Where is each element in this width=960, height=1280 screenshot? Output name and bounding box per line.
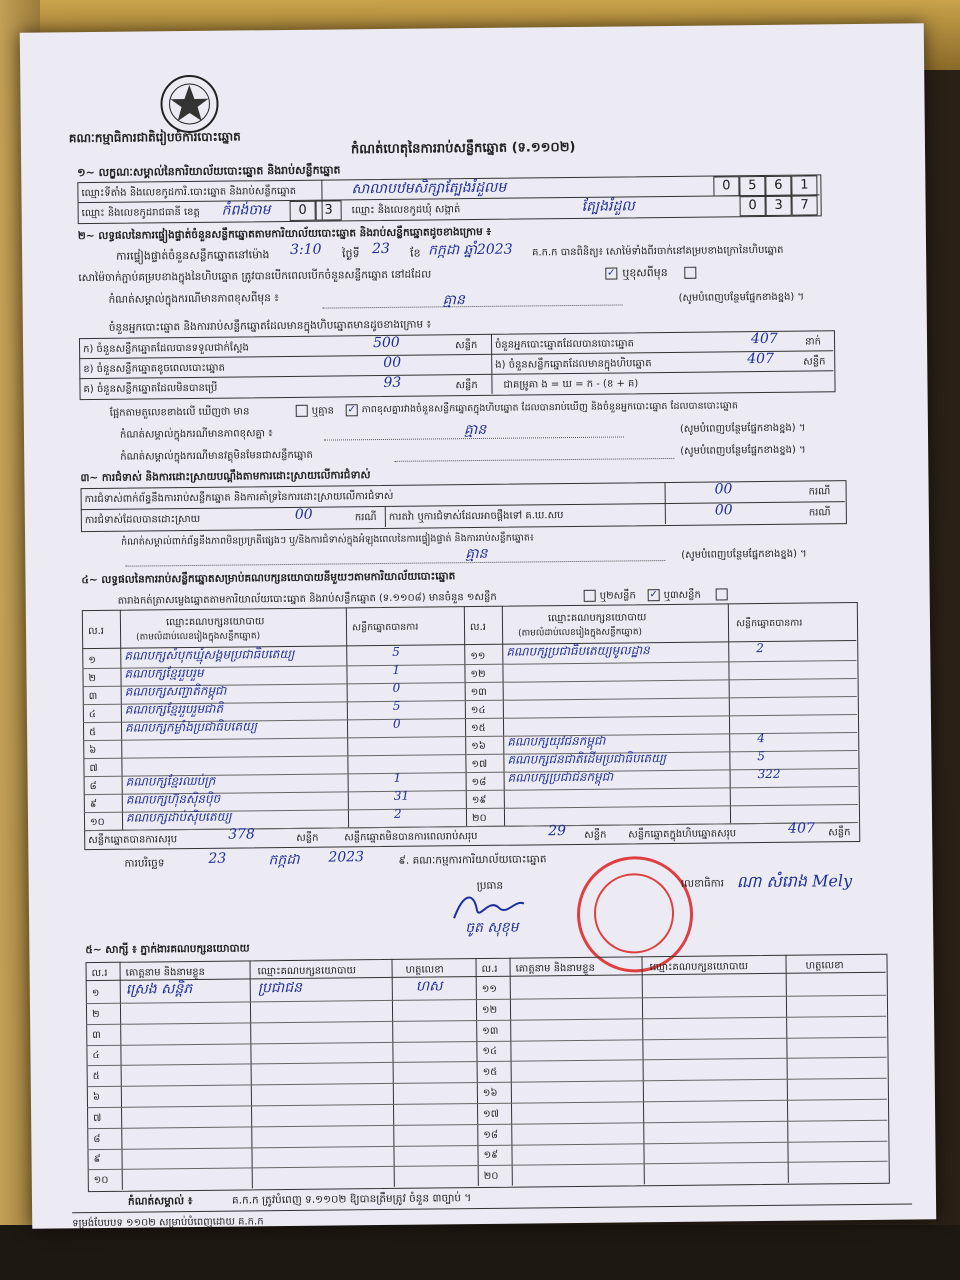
appeal-label: ការតវ៉ា ឬការជំទាស់ដែលអាចផ្តឹងទៅ គ.ឃ.សប <box>388 510 564 523</box>
row-number: ៩ <box>93 1153 101 1166</box>
ko-value: 93 <box>383 374 402 391</box>
row-number: ៥ <box>92 1070 100 1083</box>
date-year: 2023 <box>328 849 365 866</box>
section2-title: ២~ លទ្ធផលនៃការផ្ទៀងផ្ទាត់ចំនួនសន្លឹកឆ្នោតតាមការិយាល័យបោះឆ្នោត និងរាប់សន្លឹកឆ្នោតដូចខាងក្រោម ៖ <box>77 225 492 243</box>
note-hint: (សូមបំពេញបន្ថែមផ្នែកខាងខ្នង) ។ <box>679 422 806 435</box>
party-votes: 322 <box>757 766 781 782</box>
secretary-signature: ណា សំរោង Mely <box>736 871 853 892</box>
background-bottom <box>0 1225 960 1280</box>
emblem-logo-icon <box>158 73 221 136</box>
witness1-signature: ហស <box>415 978 443 995</box>
kha-label: ខ) ចំនួនសន្លឹកឆ្នោតខូចពេលបោះឆ្នោត <box>83 362 225 376</box>
row-number: ២០ <box>471 812 487 825</box>
code-digit: 1 <box>791 175 817 195</box>
resolved-label: ការជំទាស់ដែលបានដោះស្រាយ <box>84 513 201 527</box>
col-party: ឈ្មោះគណបក្សនយោបាយ <box>649 961 749 974</box>
note3-label: កំណត់សម្គាល់ក្នុងករណីមានវត្ថុមិនមែនជាសន្លឹកឆ្នោត <box>120 449 313 463</box>
dotted-line <box>394 458 674 462</box>
note-hint: (សូមបំពេញបន្ថែមផ្នែកខាងខ្នង) ។ <box>681 548 807 561</box>
row-number: ១៥ <box>482 1066 498 1078</box>
party-votes: 1 <box>393 770 402 785</box>
note-value: គ្មាន <box>442 292 465 309</box>
unit-case: ករណី <box>808 486 831 498</box>
party-votes: 31 <box>393 788 410 803</box>
row-number: ៧ <box>89 762 98 775</box>
different-checkbox[interactable] <box>684 267 696 279</box>
sheets-2-checkbox[interactable]: ✓ <box>649 589 658 601</box>
row-number: ១១ <box>470 650 486 663</box>
org-name: គណៈកម្មាធិការជាតិរៀបចំការបោះឆ្នោត <box>68 129 241 146</box>
col-party: ឈ្មោះគណបក្សនយោបាយ <box>547 612 647 625</box>
col-party-sub: (តាមលំដាប់លេខរៀងក្នុងសន្លឹកឆ្នោត) <box>136 631 261 643</box>
note-hint: (សូមបំពេញបន្ថែមផ្នែកខាងខ្នង) ។ <box>678 291 805 304</box>
date-day: 23 <box>208 850 227 867</box>
match-tail: ភាពខុសគ្នារវាងចំនួនសន្លឹកឆ្នោតក្នុងហិបឆ្នោត ដែលបានរាប់ឃើញ និងចំនួនអ្នកបោះឆ្នោត ដែលបានបោះឆ្នោត <box>361 400 738 416</box>
irregularity-value: គ្មាន <box>465 545 488 563</box>
row-number: ៨ <box>93 1133 101 1146</box>
footer-note-text: គ.ក.ក ត្រូវបំពេញ ទ.១១០២ ឱ្យបានត្រឹមត្រូវ ចំនួន ៣ច្បាប់ ។ <box>231 1192 472 1207</box>
col-name: គោត្តនាម និងនាមខ្លួន <box>515 962 596 975</box>
row-number: ១៩ <box>471 794 487 807</box>
ko-label: គ) ចំនួនសន្លឹកឆ្នោតដែលមិនបានប្រើ <box>83 382 218 396</box>
row-number: ១០ <box>93 1174 109 1187</box>
total-box: 407 <box>788 820 815 837</box>
col-sign: ហត្ថលេខា <box>805 960 844 972</box>
kha-value: 00 <box>383 354 402 371</box>
unit-sheet: សន្លឹក <box>803 356 826 368</box>
row-number: ១ <box>88 655 96 667</box>
col-party: ឈ្មោះគណបក្សនយោបាយ <box>257 965 357 978</box>
section4-subtitle: តារាងកត់ត្រាសម្លេងឆ្នោតតាមការិយាល័យបោះឆ្នោត និងរាប់សន្លឹកឆ្នោត (ទ.១១០៨) មានចំនួន ១សន្លឹក <box>117 591 497 607</box>
col-sign: ហត្ថលេខា <box>405 964 444 976</box>
unit-sheet: សន្លឹក <box>828 827 851 839</box>
party-votes: 5 <box>392 698 401 713</box>
code-digit: 5 <box>739 176 765 196</box>
row-number: ១៨ <box>471 776 487 789</box>
ngo-label: ង) ចំនួនសន្លឹកឆ្នោតដែលមានក្នុងហិបឆ្នោត <box>495 358 652 371</box>
row-number: ៦ <box>89 745 97 757</box>
sheets-1-checkbox[interactable] <box>584 590 596 602</box>
chief-name: ចូត សុខុម <box>465 919 519 937</box>
secretary-label: លេខាធិការ <box>680 877 725 890</box>
note2-label: កំណត់សម្គាល់ក្នុងករណីមានភាពខុសគ្នា ៖ <box>119 428 273 441</box>
party-name: គណបក្សប្រជាធិបតេយ្យមូលដ្ឋាន <box>506 643 650 659</box>
row-number: ១៣ <box>482 1025 499 1037</box>
form-footnote: ទម្រង់បែបបទ ១១០២ សម្រាប់បំពេញដោយ គ.ក.ក <box>72 1216 264 1230</box>
chief-label: ប្រធាន <box>476 879 504 893</box>
check-month-year: កក្កដា ឆ្នាំ2023 <box>427 241 513 259</box>
party-votes: 5 <box>392 644 400 659</box>
witness1-name: ស្រេង សន្តិភ <box>125 981 193 998</box>
date-month: កក្កដា <box>268 851 300 869</box>
footer-note-label: កំណត់សម្គាល់ ៖ <box>127 1195 193 1208</box>
col-votes: សន្លឹកឆ្នោតបានការ <box>351 621 419 634</box>
opt3-label: ឬ៣សន្លឹក <box>663 589 701 602</box>
col-name: គោត្តនាម និងនាមខ្លួន <box>125 966 206 979</box>
no-difference-checkbox[interactable]: ✓ <box>347 404 356 416</box>
col-votes: សន្លឹកឆ្នោតបានការ <box>735 617 803 630</box>
total-box-label: សន្លឹកឆ្នោតក្នុងហិបឆ្នោតសរុប <box>628 828 737 841</box>
party-name: គណបក្សយុវជនកម្ពុជា <box>507 733 606 749</box>
code-digit: 3 <box>316 200 342 220</box>
row2b-label: ឈ្មោះ និងលេខកូដឃុំ សង្កាត់ <box>351 204 461 217</box>
unit-case: ករណី <box>354 512 377 524</box>
party-name: គណបក្សសញ្ជាតិកម្ពុជា <box>124 683 227 699</box>
row-number: ៧ <box>93 1112 102 1125</box>
ka-value: 500 <box>372 334 400 352</box>
party-name: គណបក្សដាប់ស៊ិបតេយ្យ <box>125 809 232 825</box>
party-votes: 4 <box>757 731 765 746</box>
date-label: ការបរិច្ឆេទ <box>124 857 165 870</box>
col-party: ឈ្មោះគណបក្សនយោបាយ <box>165 616 265 629</box>
row-number: ២ <box>91 1008 100 1021</box>
row-number: ៤ <box>92 1049 100 1062</box>
note2-value: គ្មាន <box>463 421 487 439</box>
code-digit: 0 <box>713 176 739 196</box>
ka-label: ក) ចំនួនសន្លឹកឆ្នោតដែលបានទទួលជាក់ស្តែង <box>83 342 249 356</box>
row-number: ១៦ <box>482 1087 498 1099</box>
check-time-label: ការផ្ទៀងផ្ទាត់ចំនួនសន្លឹកឆ្នោតនៅម៉ោង <box>116 248 270 263</box>
row2-value: កំពង់ចាម <box>221 202 271 219</box>
party-name: គណបក្សខ្មែររួបរួមជាតិ <box>124 701 224 717</box>
party-name: គណបក្សហ៊ុនស៊ិនប៉ិច <box>125 791 221 807</box>
row1-label: ឈ្មោះទីតាំង និងលេខកូដការិ.បោះឆ្នោត និងរាប់សន្លឹកឆ្នោត <box>81 185 297 200</box>
total-valid-label: សន្លឹកឆ្នោតបានការសរុប <box>88 834 178 847</box>
row-number: ១ <box>91 987 100 1000</box>
check-day: 23 <box>371 240 390 258</box>
section5-title: ៥~ សាក្សី ៖ ភ្នាក់ងារគណបក្សនយោបាយ <box>85 942 250 957</box>
col-no: ល.រ <box>469 621 486 634</box>
row-number: ១២ <box>470 668 486 681</box>
party-name: គណបក្សខ្មែររួបរួម <box>124 665 204 681</box>
divider <box>385 506 386 527</box>
unit-sheet: សន្លឹក <box>455 339 478 352</box>
code-digit: 7 <box>792 195 818 215</box>
row-number: ១៨ <box>483 1129 499 1141</box>
party-name: គណបក្សកម្លាំងប្រជាធិបតេយ្យ <box>124 719 258 735</box>
row-number: ១៣ <box>470 686 487 699</box>
sheets-3-checkbox[interactable] <box>716 588 728 600</box>
check-time: 3:10 <box>289 241 322 258</box>
seal-line: សោម៉ៃចាក់ភ្ជាប់គម្របខាងក្នុងនៃហិបឆ្នោត ត្រូវបានបើកពេលបើកចំនួនសន្លឹកឆ្នោត នៅដដែល <box>78 268 432 285</box>
row-number: ៩ <box>89 799 97 811</box>
party-votes: 0 <box>392 680 401 695</box>
total-invalid-label: សន្លឹកឆ្នោតមិនបានការពេលរាប់សរុប <box>344 831 478 844</box>
section1-title: ១~ លក្ខណៈសម្គាល់នៃការិយាល័យបោះឆ្នោត និងរាប់សន្លឹកឆ្នោត <box>77 163 341 180</box>
party-name: គណបក្សជនជាតិដើមប្រជាធិបតេយ្យ <box>507 751 667 767</box>
row-number: ១៤ <box>482 1045 498 1057</box>
party-votes: 0 <box>392 716 401 731</box>
row-number: ១១ <box>481 983 498 995</box>
has-difference-checkbox[interactable] <box>296 405 308 417</box>
match-no-label: ឬគ្មាន <box>311 405 335 417</box>
resolved-value: 00 <box>294 506 313 523</box>
col-no: ល.រ <box>87 625 104 638</box>
footer-divider <box>72 1203 912 1213</box>
row-number: ១០ <box>89 816 105 829</box>
total-valid: 378 <box>228 826 255 843</box>
row-number: ២០ <box>483 1170 499 1182</box>
match-text: ផ្អែកតាមតួលេខខាងលើ ឃើញថា មាន <box>109 406 250 419</box>
committee-label: ៩. គណៈកម្មការការិយាល័យបោះឆ្នោត <box>398 853 547 867</box>
objection-value: 00 <box>714 481 733 498</box>
party-name: គណបក្សប្រជាជនកម្ពុជា <box>507 769 614 785</box>
witness1-party: ប្រជាជន <box>257 979 303 997</box>
unit-person: នាក់ <box>804 336 821 348</box>
row-number: ១៩ <box>483 1149 499 1161</box>
formula: ជាគម្រូគា ង = ឃ = ក - (ខ + គ) <box>503 378 639 391</box>
note-label: កំណត់សម្គាល់ក្នុងករណីមានភាពខុសពីមុន ៖ <box>108 292 279 306</box>
row-number: ១៥ <box>471 722 486 735</box>
voted-value: 407 <box>750 330 778 348</box>
appeal-value: 00 <box>714 502 733 519</box>
form-sheet <box>20 23 936 1228</box>
col-no: ល.រ <box>91 967 108 980</box>
row-number: ៣ <box>92 1029 101 1042</box>
objection-label: ការជំទាស់ពាក់ព័ន្ធនឹងការរាប់សន្លឹកឆ្នោត និងការគាំទ្រនៃការដោះស្រាយលើការជំទាស់ <box>84 490 394 506</box>
total-invalid: 29 <box>548 823 567 840</box>
same-checkbox[interactable]: ✓ <box>607 267 616 279</box>
row1-value: សាលាបឋមសិក្សាត្បែងរំដួលម <box>351 179 507 198</box>
note-hint: (សូមបំពេញបន្ថែមផ្នែកខាងខ្នង) ។ <box>680 444 806 457</box>
row-number: ៨ <box>89 781 97 793</box>
section3-title: ៣~ ការជំទាស់ និងការដោះស្រាយបណ្តឹងតាមការដោះស្រាយលើការជំទាស់ <box>80 469 371 485</box>
unit-case: ករណី <box>808 507 831 519</box>
voters-label: ចំនួនអ្នកបោះឆ្នោត និងការរាប់សន្លឹកឆ្នោតដែលមានក្នុងហិបឆ្នោតមានដូចខាងក្រោម ៖ <box>108 318 432 334</box>
unit-sheet: សន្លឹក <box>296 832 319 844</box>
opt-same-label: ឬខុសពីមុន <box>622 265 668 280</box>
row-number: ១២ <box>481 1004 498 1016</box>
row-number: ១៦ <box>471 740 486 753</box>
party-name: គណបក្សសំបុកឃ្មុំសង្គមប្រជាធិបតេយ្យ <box>124 646 295 663</box>
day-label: ថ្ងៃទី <box>342 247 360 261</box>
unit-sheet: សន្លឹក <box>455 379 478 392</box>
code-digit: 3 <box>766 196 792 216</box>
row-number: ៦ <box>92 1091 101 1104</box>
party-votes: 5 <box>757 749 766 764</box>
dotted-line <box>323 304 623 308</box>
opt2-label: ឬ២សន្លឹក <box>599 590 636 602</box>
row2-label: ឈ្មោះ និងលេខកូដរាជធានី ខេត្ត <box>81 206 200 220</box>
code-digit: 0 <box>740 196 766 216</box>
row-number: ៥ <box>89 727 97 739</box>
code-digit: 6 <box>765 176 791 196</box>
dotted-line <box>125 560 665 567</box>
row2b-value: ត្បែងរំដួល <box>581 198 635 215</box>
form-title: កំណត់ហេតុនៃការរាប់សន្លឹកឆ្នោត (ទ.១១០២) <box>350 139 576 158</box>
col-no: ល.រ <box>481 963 498 975</box>
ngo-value: 407 <box>747 350 775 368</box>
voted-label: ចំនួនអ្នកបោះឆ្នោតដែលបានបោះឆ្នោត <box>495 338 635 351</box>
code-digit: 0 <box>290 201 316 221</box>
month-label: ខែ <box>410 246 421 260</box>
party-votes: 2 <box>393 806 402 821</box>
check-tail: គ.ក.ក បានពិនិត្យ៖ សោម៉ៃទាំងពីរចាក់នៅគម្របខាងក្រោនៃហិបឆ្នោត <box>532 244 784 259</box>
col-party-sub: (តាមលំដាប់លេខរៀងក្នុងសន្លឹកឆ្នោត) <box>518 627 643 639</box>
party-votes: 1 <box>392 662 401 677</box>
party-name: គណបក្សខ្មែរឈប់ក្រ <box>125 773 216 789</box>
row-number: ១៧ <box>483 1108 499 1120</box>
party-votes: 2 <box>756 641 764 656</box>
row-number: ៣ <box>88 690 98 703</box>
row-number: ១៧ <box>471 758 488 771</box>
unit-sheet: សន្លឹក <box>584 829 607 841</box>
section4-title: ៤~ លទ្ធផលនៃការរាប់សន្លឹកឆ្នោតសម្រាប់គណបក្សនយោបាយនីមួយៗតាមការិយាល័យបោះឆ្នោត <box>81 570 456 587</box>
row-number: ១៤ <box>470 704 486 717</box>
row-number: ២ <box>88 673 97 685</box>
irregularity-label: កំណត់សម្គាល់ពាក់ព័ន្ធនឹងភាពមិនប្រក្រតីផ្សេងៗ ឬ/និងការជំទាស់ក្នុងអំឡុងពេលនៃការផ្ទៀងផ្ទាត់ និងការរាប់សន្លឹកឆ្នោត៖ <box>121 532 535 548</box>
row-number: ៤ <box>88 709 97 721</box>
